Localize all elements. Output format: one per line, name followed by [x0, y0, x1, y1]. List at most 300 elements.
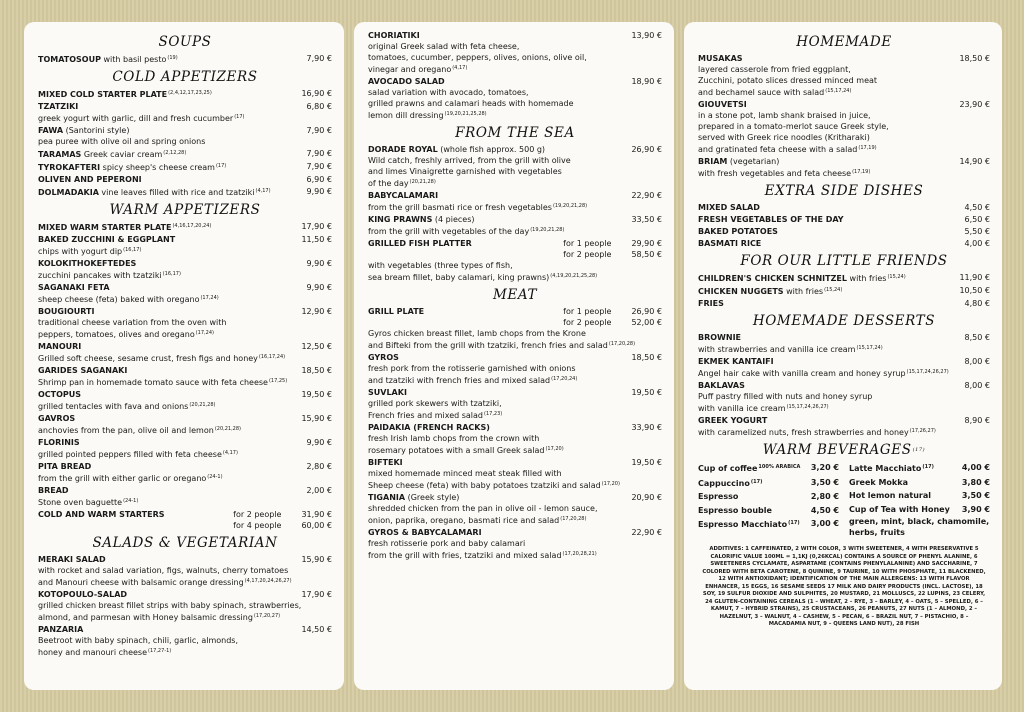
description-text: with vanilla ice cream	[698, 404, 786, 413]
item-description	[368, 479, 662, 491]
beverage-row	[849, 489, 990, 503]
description-text: and Bifteki from the grill with tzatziki, french fries and salad	[368, 341, 608, 350]
menu-item-price: 22,90 €	[631, 528, 662, 537]
menu-item-price: 19,50 €	[631, 458, 662, 467]
description-text: of the day	[368, 179, 409, 188]
allergen-codes: (20,21,28)	[409, 179, 436, 185]
menu-item-title	[38, 389, 81, 400]
description-text: from the grill with fries, tzatziki and mixed salad	[368, 551, 562, 560]
description-text: honey and manouri cheese	[38, 648, 148, 657]
menu-item	[698, 380, 990, 414]
menu-item-price: 33,90 €	[631, 423, 662, 432]
menu-item-name: COLD AND WARM STARTERS	[38, 510, 165, 519]
allergen-codes: (19,20,21,25,28)	[444, 111, 487, 117]
item-description	[38, 635, 332, 646]
description-text: chips with yogurt dip	[38, 247, 123, 256]
description-text: and Manouri cheese with balsamic orange dressing	[38, 578, 244, 587]
menu-item	[38, 341, 332, 364]
beverage-list	[698, 461, 990, 538]
menu-item-note: with fries	[846, 274, 887, 283]
allergen-codes: (17,24)	[200, 295, 219, 301]
menu-item-name: MIXED SALAD	[698, 203, 760, 212]
beverage-title	[698, 517, 800, 532]
description-text: fresh pork from the rotisserie garnished with onions	[368, 364, 576, 373]
description-text: onion, paprika, oregano, basmati rice and salad	[368, 516, 560, 525]
menu-item-name: MERAKI SALAD	[38, 555, 106, 564]
menu-item-name: GIOUVETSI	[698, 100, 747, 109]
menu-item-row	[368, 144, 662, 155]
description-text: shredded chicken from the pan in olive oil - lemon sauce,	[368, 504, 598, 513]
section-title-soups: SOUPS	[158, 34, 212, 50]
section-title-from-the-sea: FROM THE SEA	[455, 125, 575, 141]
menu-item-row	[38, 125, 332, 136]
menu-item	[38, 101, 332, 124]
menu-item-name: KOTOPOULO-SALAD	[38, 590, 128, 599]
beverage-title	[698, 476, 762, 491]
menu-item-price: 4,80 €	[964, 299, 990, 308]
description-text: from the grill basmati rice or fresh vegetables	[368, 203, 552, 212]
beverage-name: Latte Macchiato	[849, 464, 922, 473]
menu-item-row	[698, 285, 990, 297]
menu-item-price: 18,90 €	[631, 77, 662, 86]
menu-item-price: 12,90 €	[301, 307, 332, 316]
menu-item	[38, 437, 332, 460]
menu-item-row	[368, 422, 662, 433]
allergen-codes: (20,21,28)	[189, 402, 216, 408]
item-description	[368, 225, 662, 237]
menu-item-row	[38, 161, 332, 173]
description-text: Puff pastry filled with nuts and honey syrup	[698, 392, 873, 401]
menu-item-row	[38, 306, 332, 317]
description-text: almond, and parmesan with Honey balsamic dressing	[38, 613, 253, 622]
description-text: fresh Irish lamb chops from the crown with	[368, 434, 540, 443]
allergen-codes: (15,24)	[887, 274, 906, 280]
item-description	[698, 343, 990, 355]
menu-column-2	[354, 22, 674, 690]
menu-item-price: 8,50 €	[964, 333, 990, 342]
menu-item-title	[698, 380, 745, 391]
description-text: tomatoes, cucumber, peppers, olives, onions, olive oil,	[368, 53, 587, 62]
allergen-codes: (16,17)	[162, 271, 181, 277]
allergen-codes: (20,21,28)	[214, 426, 241, 432]
tier-row	[368, 249, 662, 260]
menu-item-name: GYROS	[368, 353, 399, 362]
description-text: salad variation with avocado, tomatoes,	[368, 88, 529, 97]
tier-label: for 4 people	[233, 521, 282, 530]
menu-item-row	[38, 624, 332, 635]
beverage-price: 3,20 €	[810, 463, 839, 472]
tier-label: for 1 people	[563, 239, 612, 248]
section-title-cold-appetizers: COLD APPETIZERS	[112, 69, 258, 85]
menu-item-name: PANZARIA	[38, 625, 84, 634]
menu-item-price: 6,80 €	[306, 102, 332, 111]
beverage-column-right	[849, 461, 990, 538]
item-description	[38, 269, 332, 281]
menu-item-name: FRESH VEGETABLES OF THE DAY	[698, 215, 844, 224]
item-description	[38, 646, 332, 658]
section-title-warm-beverages: WARM BEVERAGES$^{(17)}$	[762, 442, 926, 458]
menu-item	[38, 306, 332, 340]
item-description	[698, 86, 990, 98]
menu-item	[38, 461, 332, 484]
description-text: French fries and mixed salad	[368, 411, 484, 420]
menu-item-title	[38, 221, 211, 233]
allergen-codes: (15,17,24)	[856, 345, 883, 351]
menu-item-row	[698, 53, 990, 64]
menu-item-title	[38, 53, 178, 65]
allergen-codes: (4,17)	[452, 65, 468, 71]
menu-item-row	[368, 527, 662, 538]
menu-item	[38, 624, 332, 658]
menu-item-price: 19,50 €	[631, 388, 662, 397]
description-text: grilled chicken breast fillet strips with baby spinach, strawberries,	[38, 601, 302, 610]
menu-item-title	[38, 437, 80, 448]
menu-item-row	[698, 298, 990, 309]
tier-row	[38, 509, 332, 520]
description-text: Gyros chicken breast fillet, lamb chops from the Krone	[368, 329, 586, 338]
menu-item	[38, 148, 332, 160]
menu-item-price: 7,90 €	[306, 149, 332, 158]
description-text: Angel hair cake with vanilla cream and honey syrup	[698, 369, 906, 378]
allergen-codes: (19,20,21,28)	[552, 203, 588, 209]
menu-item-price: 9,90 €	[306, 187, 332, 196]
item-description	[368, 201, 662, 213]
allergen-codes: (2,12,28)	[163, 150, 187, 156]
section-title-homemade: HOMEMADE	[796, 34, 892, 50]
menu-item-row	[38, 389, 332, 400]
description-text: Shrimp pan in homemade tomato sauce with feta cheese	[38, 378, 268, 387]
allergen-codes: (17,23)	[484, 411, 503, 417]
beverage-price: 3,00 €	[810, 519, 839, 528]
description-text: served with Greek rice noodles (Kritharaki)	[698, 133, 870, 142]
menu-item-name: BROWNIE	[698, 333, 742, 342]
menu-item-name: AVOCADO SALAD	[368, 77, 445, 86]
menu-item-name: BREAD	[38, 486, 69, 495]
item-description	[368, 109, 662, 121]
tier-label: for 2 people	[563, 318, 612, 327]
menu-item-title	[368, 190, 438, 201]
description-text: pea puree with olive oil and spring onions	[38, 137, 206, 146]
menu-item-note: (4 pieces)	[432, 215, 475, 224]
menu-item-row	[38, 282, 332, 293]
description-text: Wild catch, freshly arrived, from the grill with olive	[368, 156, 571, 165]
allergen-codes: (24-1)	[207, 474, 223, 480]
allergen-codes: (19,20,21,28)	[530, 227, 565, 233]
allergen-codes: (17,19)	[858, 145, 877, 151]
tiered-menu-item	[368, 306, 662, 351]
item-description	[368, 166, 662, 177]
item-description	[698, 132, 990, 143]
item-description	[368, 363, 662, 374]
allergen-codes: (4,16,17,20,24)	[172, 223, 212, 229]
description-text: and tzatziki with french fries and mixed salad	[368, 376, 551, 385]
menu-item-name: BASMATI RICE	[698, 239, 762, 248]
tier-row	[368, 306, 662, 317]
menu-item-price: 18,50 €	[301, 366, 332, 375]
beverage-price: 3,50 €	[961, 491, 990, 500]
menu-item-name: SUVLAKI	[368, 388, 407, 397]
menu-item	[368, 387, 662, 421]
menu-item-note: (Greek style)	[405, 493, 460, 502]
item-description	[38, 565, 332, 576]
menu-item-price: 19,50 €	[301, 390, 332, 399]
menu-item-name: SAGANAKI FETA	[38, 283, 110, 292]
menu-item-name: TYROKAFTERI	[38, 163, 101, 172]
item-description	[38, 328, 332, 340]
column-3-sections	[698, 34, 990, 438]
menu-item-price: 23,90 €	[959, 100, 990, 109]
menu-item-row	[38, 101, 332, 112]
menu-item-price: 8,00 €	[964, 381, 990, 390]
menu-item-row	[698, 156, 990, 167]
menu-item-title	[368, 76, 445, 87]
menu-item-name: TOMATOSOUP	[38, 55, 101, 64]
menu-item	[368, 492, 662, 526]
description-text: from the grill with vegetables of the day	[368, 227, 530, 236]
tier-price: 52,00 €	[631, 318, 662, 327]
tier-price: 58,50 €	[631, 250, 662, 259]
description-text: vinegar and oregano	[368, 65, 452, 74]
menu-item-title	[698, 238, 761, 249]
item-description	[368, 177, 662, 189]
menu-item-row	[38, 148, 332, 160]
menu-item-row	[698, 332, 990, 343]
menu-item	[368, 76, 662, 121]
description-text: Grilled soft cheese, sesame crust, fresh figs and honey	[38, 354, 258, 363]
allergen-codes: (2,4,12,17,23,25)	[168, 90, 212, 96]
beverage-row	[698, 504, 839, 518]
beverage-title	[849, 476, 908, 490]
allergen-codes: (17,20,24)	[551, 376, 578, 382]
item-description	[38, 293, 332, 305]
menu-item-name: KOLOKITHOKEFTEDES	[38, 259, 137, 268]
menu-item-title	[38, 186, 271, 198]
tier-price: 29,90 €	[631, 239, 662, 248]
menu-item-name: TZATZIKI	[38, 102, 79, 111]
menu-item	[38, 589, 332, 623]
menu-item-name: BRIAM	[698, 157, 728, 166]
menu-item	[698, 53, 990, 98]
beverage-title	[849, 489, 931, 503]
description-text: with vegetables (three types of fish,	[368, 261, 513, 270]
menu-item-price: 18,50 €	[631, 353, 662, 362]
menu-item	[38, 234, 332, 257]
menu-item-price: 4,50 €	[964, 203, 990, 212]
item-description	[368, 514, 662, 526]
menu-item-row	[698, 356, 990, 367]
menu-item-price: 26,90 €	[631, 145, 662, 154]
menu-item-name: OLIVEN AND PEPERONI	[38, 175, 142, 184]
menu-item-name: PAIDAKIA (FRENCH RACKS)	[368, 423, 490, 432]
menu-item-title	[38, 234, 175, 245]
menu-item-title	[38, 461, 91, 472]
description-text: with fresh vegetables and feta cheese	[698, 169, 852, 178]
menu-item-price: 14,50 €	[301, 625, 332, 634]
menu-item	[368, 352, 662, 386]
menu-item-price: 17,90 €	[301, 222, 332, 231]
section-title-for-our-little-friends: FOR OUR LITTLE FRIENDS	[740, 253, 948, 269]
beverage-name: Cappuccino	[698, 478, 750, 488]
beverage-row	[698, 490, 839, 504]
menu-item-name: OCTOPUS	[38, 390, 82, 399]
allergen-codes: (16,17)	[123, 247, 142, 253]
menu-item	[38, 125, 332, 147]
beverage-column-left	[698, 461, 839, 538]
menu-item-price: 8,90 €	[964, 416, 990, 425]
menu-item-title	[698, 298, 724, 309]
item-description	[698, 367, 990, 379]
menu-item-name: MIXED WARM STARTER PLATE	[38, 223, 172, 232]
beverage-note: (17)	[788, 520, 800, 526]
menu-item-price: 14,90 €	[959, 157, 990, 166]
menu-item-name: MIXED COLD STARTER PLATE	[38, 90, 168, 99]
item-description	[698, 426, 990, 438]
description-text: peppers, tomatoes, olives and oregano	[38, 330, 195, 339]
beverage-title	[698, 461, 800, 476]
description-text: and bechamel sauce with salad	[698, 88, 825, 97]
tier-label: for 2 people	[563, 250, 612, 259]
beverage-row	[698, 461, 839, 476]
tier-price: 60,00 €	[301, 521, 332, 530]
beverage-row	[849, 503, 990, 517]
item-description	[38, 136, 332, 147]
description-text: and limes Vinaigrette garnished with vegetables	[368, 167, 562, 176]
item-description	[368, 433, 662, 444]
tier-row	[38, 520, 332, 531]
description-text: with strawberries and vanilla ice cream	[698, 345, 856, 354]
beverage-title	[849, 503, 950, 517]
description-text: with rocket and salad variation, figs, walnuts, cherry tomatoes	[38, 566, 289, 575]
description-text: anchovies from the pan, olive oil and lemon	[38, 426, 214, 435]
menu-item-title	[38, 589, 127, 600]
menu-item-price: 15,90 €	[301, 555, 332, 564]
menu-item-row	[38, 221, 332, 233]
menu-item-price: 11,90 €	[959, 273, 990, 282]
menu-item-row	[38, 554, 332, 565]
item-description	[368, 155, 662, 166]
menu-item-note: spicy sheep's cheese cream	[100, 163, 215, 172]
menu-item-note: (vegetarian)	[727, 157, 780, 166]
menu-item-row	[38, 341, 332, 352]
menu-item-title	[38, 282, 110, 293]
item-description	[368, 398, 662, 409]
menu-item-title	[38, 413, 75, 424]
tier-row	[368, 238, 662, 249]
menu-item	[38, 186, 332, 198]
menu-item-title	[38, 125, 129, 136]
menu-item	[38, 258, 332, 281]
description-text: and gratinated feta cheese with a salad	[698, 145, 858, 154]
menu-item-row	[368, 30, 662, 41]
menu-item-row	[38, 174, 332, 185]
menu-item-name: GRILL PLATE	[368, 307, 425, 316]
item-description	[368, 271, 662, 283]
menu-item-price: 9,90 €	[306, 438, 332, 447]
menu-item-row	[698, 202, 990, 213]
item-description	[368, 549, 662, 561]
item-description	[368, 374, 662, 386]
allergen-codes: (17,20,27)	[253, 613, 281, 619]
allergen-codes: (17)	[234, 114, 245, 120]
menu-item-row	[38, 53, 332, 65]
menu-item-name: GAVROS	[38, 414, 76, 423]
description-text: in a stone pot, lamb shank braised in juice,	[698, 111, 871, 120]
menu-item-row	[368, 76, 662, 87]
menu-item-title	[698, 156, 779, 167]
item-description	[368, 538, 662, 549]
section-title-extra-side-dishes: EXTRA SIDE DISHES	[764, 183, 924, 199]
menu-item-row	[698, 380, 990, 391]
menu-item-name: BAKED ZUCCHINI & EGGPLANT	[38, 235, 176, 244]
menu-item-note: (Santorini style)	[63, 126, 130, 135]
allergen-codes: (17)	[215, 163, 227, 169]
menu-item-price: 12,50 €	[301, 342, 332, 351]
menu-item-name: MANOURI	[38, 342, 82, 351]
menu-item-price: 11,50 €	[301, 235, 332, 244]
tier-row	[368, 317, 662, 328]
menu-item-price: 17,90 €	[301, 590, 332, 599]
menu-item	[38, 282, 332, 305]
menu-item-row	[698, 272, 990, 284]
description-text: mixed homemade minced meat steak filled with	[368, 469, 562, 478]
menu-item-title	[368, 422, 490, 433]
menu-item-price: 20,90 €	[631, 493, 662, 502]
item-description	[368, 52, 662, 63]
menu-item-title	[698, 332, 741, 343]
description-text: with caramelized nuts, fresh strawberries and honey	[698, 428, 909, 437]
beverage-price: 3,90 €	[961, 504, 990, 514]
allergen-codes: (4,17)	[255, 188, 271, 194]
menu-item	[38, 365, 332, 388]
item-description	[368, 503, 662, 514]
item-description	[698, 402, 990, 414]
menu-item-price: 6,50 €	[964, 215, 990, 224]
menu-item-price: 9,90 €	[306, 283, 332, 292]
menu-item-row	[368, 387, 662, 398]
tea-varieties: green, mint, black, chamomile, herbs, fruits	[849, 517, 990, 537]
description-text: zucchini pancakes with tzatziki	[38, 271, 162, 280]
menu-item-row	[38, 234, 332, 245]
menu-item-title	[368, 387, 407, 398]
menu-item-note: vine leaves filled with rice and tzatziki	[98, 188, 255, 197]
description-text: sheep cheese (feta) baked with oregano	[38, 295, 200, 304]
description-text: Stone oven baguette	[38, 498, 123, 507]
menu-item-title	[38, 306, 94, 317]
menu-item-title	[698, 99, 747, 110]
menu-item-name: GREEK YOGURT	[698, 416, 768, 425]
item-description	[698, 110, 990, 121]
item-description	[698, 75, 990, 86]
menu-item-row	[38, 365, 332, 376]
item-description	[38, 472, 332, 484]
beverage-note: (17)	[750, 478, 763, 485]
beverage-price: 4,50 €	[810, 505, 839, 515]
allergen-codes: (17,27-1)	[148, 648, 172, 654]
item-description	[368, 468, 662, 479]
menu-item	[368, 457, 662, 491]
menu-item	[698, 202, 990, 213]
menu-item-name: DOLMADAKIA	[38, 188, 99, 197]
menu-item-name: TARAMAS	[38, 150, 82, 159]
beverage-price: 4,00 €	[961, 463, 990, 472]
menu-item-name: BAKLAVAS	[698, 381, 745, 390]
beverage-row	[698, 476, 839, 491]
menu-item-title	[698, 285, 842, 297]
menu-item-title	[368, 144, 545, 155]
description-text: Sheep cheese (feta) with baby potatoes tzatziki and salad	[368, 481, 601, 490]
beverage-row	[849, 461, 990, 476]
item-description	[368, 87, 662, 98]
